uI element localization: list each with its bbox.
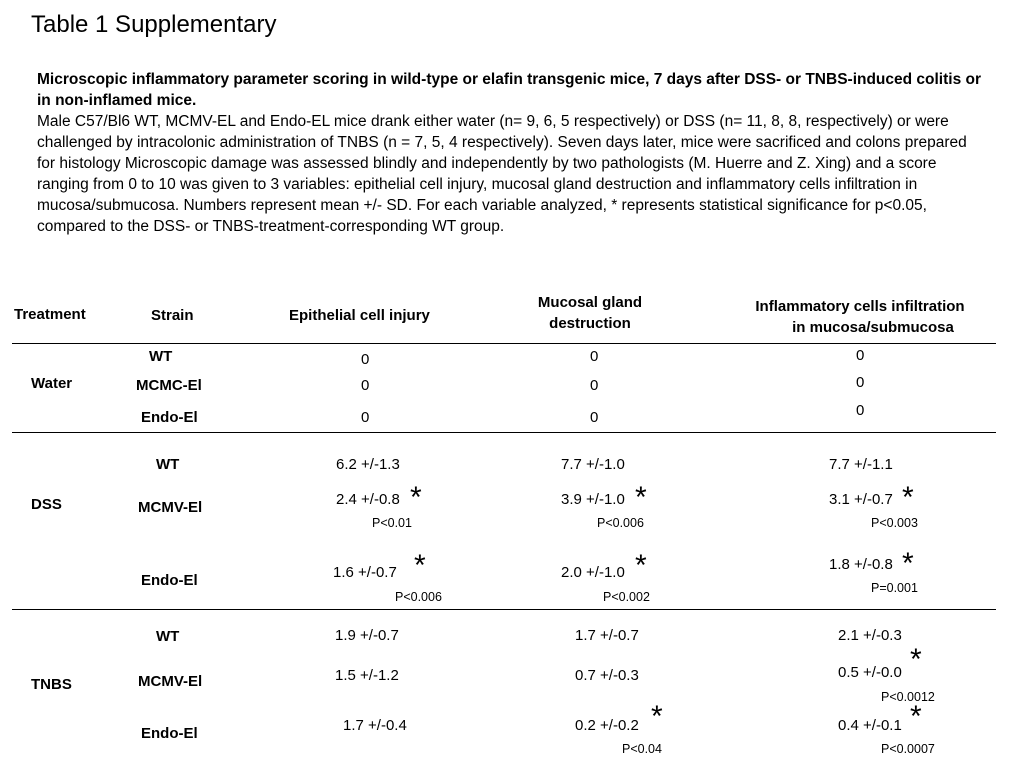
mucosal-cell: 1.7 +/-0.7 [575,627,639,644]
inflammatory-cell: 7.7 +/-1.1 [829,456,893,473]
strain-cell: WT [149,348,173,365]
header-inflammatory-line1: Inflammatory cells infiltration [755,298,965,315]
header-mucosal [520,292,660,334]
treatment-water: Water [31,375,73,392]
caption-body: Male C57/Bl6 WT, MCMV-EL and Endo-EL mice drank either water (n= 9, 6, 5 respectively) or DSS (n= 11, 8, 8, respectively) or were challenged by intracolonic administration of TNBS (n = 7, 5, 4 respectively). Seven days later, mice were sacrificed and colons prepared for histology Microscopic damage was assessed blindly and independently by two pathologists (M. Huerre and Z. Xing) and a score ranging from 0 to 10 was given to 3 variables: epithelial cell injury, mucosal gland destruction and inflammatory cells infiltration in mucosa/submucosa. Numbers represent mean +/- SD. For each variable analyzed, * represents statistical significance for p<0.05, compared to the DSS- or TNBS-treatment-corresponding WT group. [37,113,967,235]
p-value: P<0.01 [372,516,412,530]
header-strain: Strain [151,307,194,324]
epithelial-cell: 1.9 +/-0.7 [335,627,399,644]
p-value: P<0.04 [622,742,662,756]
header-inflammatory [730,296,990,338]
strain-cell: Endo-El [141,409,198,426]
mucosal-cell: 0.7 +/-0.3 [575,667,639,684]
inflammatory-cell: 0 [856,347,865,364]
inflammatory-cell: 0 [856,374,865,391]
strain-cell: MCMC-El [136,377,202,394]
p-value: P<0.003 [871,516,918,530]
significance-star: * [910,700,922,733]
header-mucosal-line1: Mucosal gland [537,294,643,311]
inflammatory-cell: 2.1 +/-0.3 [838,627,902,644]
strain-cell: MCMV-El [138,673,203,690]
significance-star: * [651,700,663,733]
treatment-dss: DSS [31,496,62,513]
mucosal-cell: 0 [590,348,599,365]
header-inflammatory-line2: in mucosa/submucosa [792,319,954,336]
treatment-tnbs: TNBS [31,676,72,693]
strain-cell: MCMV-El [138,499,203,516]
epithelial-cell: 0 [361,409,370,426]
p-value: P<0.006 [395,590,442,604]
mucosal-cell: 7.7 +/-1.0 [561,456,625,473]
epithelial-cell: 1.6 +/-0.7 [333,564,397,581]
inflammatory-cell: 1.8 +/-0.8 [829,556,893,573]
p-value: P<0.0007 [881,742,935,756]
mucosal-cell: 0 [590,409,599,426]
page-title: Table 1 Supplementary [31,11,277,38]
strain-cell: Endo-El [141,572,198,589]
mucosal-cell: 2.0 +/-1.0 [561,564,625,581]
epithelial-cell: 0 [361,351,370,368]
significance-star: * [635,481,647,514]
significance-star: * [902,481,914,514]
mucosal-cell: 3.9 +/-1.0 [561,491,625,508]
strain-cell: WT [156,456,180,473]
strain-cell: Endo-El [141,725,198,742]
mucosal-cell: 0 [590,377,599,394]
significance-star: * [635,549,647,582]
significance-star: * [902,547,914,580]
mucosal-cell: 0.2 +/-0.2 [575,717,639,734]
epithelial-cell: 1.5 +/-1.2 [335,667,399,684]
significance-star: * [410,481,422,514]
inflammatory-cell: 0.4 +/-0.1 [838,717,902,734]
epithelial-cell: 2.4 +/-0.8 [336,491,400,508]
significance-star: * [414,549,426,582]
strain-cell: WT [156,628,180,645]
caption-heading: Microscopic inflammatory parameter scoring in wild-type or elafin transgenic mice, 7 days after DSS- or TNBS-induced colitis or in non-inflamed mice. [37,71,982,109]
epithelial-cell: 1.7 +/-0.4 [343,717,407,734]
table-caption [37,69,987,237]
epithelial-cell: 0 [361,377,370,394]
inflammatory-cell: 0 [856,402,865,419]
p-value: P<0.002 [603,590,650,604]
inflammatory-cell: 0.5 +/-0.0 [838,664,902,681]
significance-star: * [910,643,922,676]
rule-dss [12,609,996,610]
header-epithelial: Epithelial cell injury [289,307,430,324]
header-mucosal-line2: destruction [549,315,631,332]
header-treatment: Treatment [14,306,86,323]
p-value: P<0.006 [597,516,644,530]
p-value: P<0.0012 [881,690,935,704]
p-value: P=0.001 [871,581,918,595]
inflammatory-cell: 3.1 +/-0.7 [829,491,893,508]
rule-water [12,432,996,433]
rule-header [12,343,996,344]
epithelial-cell: 6.2 +/-1.3 [336,456,400,473]
